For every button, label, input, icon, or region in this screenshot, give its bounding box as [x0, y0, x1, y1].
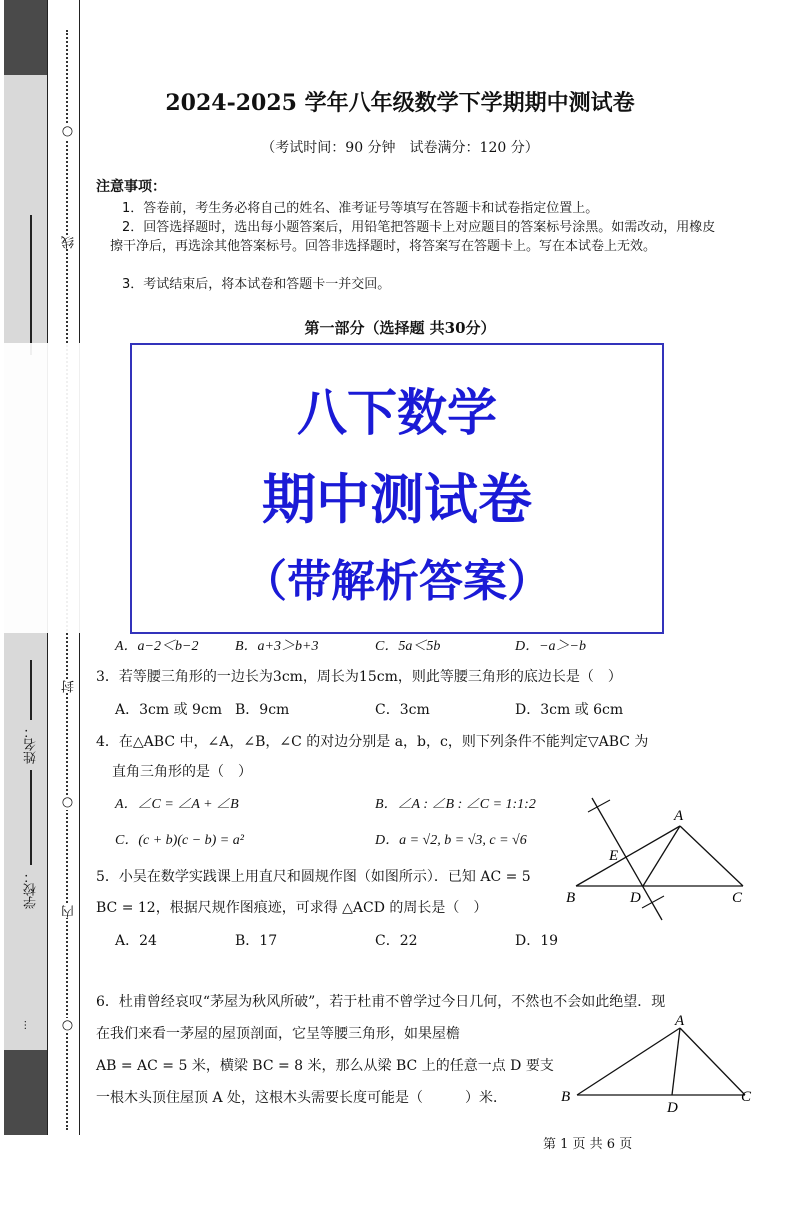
label-e: E [609, 848, 619, 864]
cover-banner [130, 343, 664, 634]
notice-item: 1．答卷前，考生务必将自己的姓名、准考证号等填写在答题卡和试卷指定位置上。 [122, 201, 599, 216]
q2-option-c: C．5a＜5b [375, 639, 441, 654]
q3-option-c: C．3cm [375, 702, 430, 718]
notice-item: 2．回答选择题时，选出每小题答案后，用铅笔把答题卡上对应题目的答案标号涂黑。如需改动，用橡皮擦干净后，再选涂其他答案标号。回答非选择题时，将答案写在答题卡上。写在本试卷上无效。 [110, 220, 716, 254]
q6-line: AB = AC = 5 米，横梁 BC = 8 米，那么从梁 BC 上的任意一点 D 要支 [96, 1058, 554, 1074]
label-c: C [741, 1089, 752, 1105]
q4-option-b: B．∠A : ∠B : ∠C = 1:1:2 [375, 797, 536, 812]
q6-line: 6．杜甫曾经哀叹“茅屋为秋风所破”，若于杜甫不曾学过今日几何，不然也不会如此绝望．现 [96, 994, 666, 1010]
margin-dark-bottom [4, 1050, 47, 1135]
q5-stem: 5．小吴在数学实践课上用直尺和圆规作图（如图所示）．已知 AC = 5 [96, 869, 531, 885]
label-b: B [566, 890, 576, 906]
q2-option-b: B．a+3＞b+3 [235, 639, 319, 654]
q5-option-b: B．17 [235, 933, 278, 949]
q3-option-b: B．9cm [235, 702, 290, 718]
name-label: 姓名： [24, 725, 39, 764]
q5-option-d: D．19 [515, 933, 559, 949]
label-c: C [732, 890, 743, 906]
q4-stem-2: 直角三角形的是（ ） [112, 764, 252, 780]
label-a: A [675, 1015, 685, 1029]
q4-option-c: C．(c + b)(c − b) = a² [115, 833, 244, 848]
q4-stem: 4．在△ABC 中，∠A，∠B，∠C 的对边分别是 a，b，c，则下列条件不能判定▽ABC 为 [96, 734, 649, 750]
exam-info: （考试时间：90 分钟 试卷满分：120 分） [261, 140, 539, 156]
name-blank-line [30, 660, 32, 720]
label-d: D [667, 1100, 678, 1115]
q5-stem-2: BC = 12，根据尺规作图痕迹，可求得 △ACD 的周长是（ ） [96, 900, 488, 916]
q5-option-c: C．22 [375, 933, 418, 949]
q3-stem: 3．若等腰三角形的一边长为3cm，周长为15cm，则此等腰三角形的底边长是（ ） [96, 669, 622, 685]
seal-char: 线 [62, 236, 77, 249]
q5-figure [560, 790, 780, 930]
label-a: A [674, 808, 684, 824]
school-label: 学校： [24, 870, 39, 909]
q3-option-a: A．3cm 或 9cm [115, 702, 223, 718]
q6-line: 一根木头顶住屋顶 A 处，这根木头需要长度可能是（ ）米． [96, 1090, 508, 1106]
circle-mark: ○ [60, 124, 75, 139]
q4-option-d: D．a = √2, b = √3, c = √6 [375, 833, 527, 848]
q5-option-a: A．24 [115, 933, 157, 949]
label-d: D [630, 890, 641, 906]
label-b: B [561, 1089, 571, 1105]
q2-option-d: D．−a＞−b [515, 639, 587, 654]
section-heading: 第一部分（选择题 共30分） [304, 319, 496, 337]
cover-title-3: （带解析答案） [243, 556, 551, 607]
notice-heading: 注意事项： [96, 179, 166, 195]
circle-mark: ○ [60, 1018, 75, 1033]
cover-title-2: 期中测试卷 [262, 468, 532, 531]
seal-char: 内 [62, 905, 77, 918]
school-blank-line [30, 770, 32, 865]
q6-figure [555, 1015, 765, 1115]
margin-ellipsis: … [18, 1020, 29, 1030]
page-title: 2024-2025 学年八年级数学下学期期中测试卷 [165, 90, 635, 116]
margin-dark-top [4, 0, 47, 75]
q4-option-a: A．∠C = ∠A + ∠B [115, 797, 239, 812]
q6-line: 在我们来看一茅屋的屋顶剖面，它呈等腰三角形，如果屋檐 [96, 1026, 460, 1042]
q3-option-d: D．3cm 或 6cm [515, 702, 624, 718]
q2-option-a: A．a−2＜b−2 [115, 639, 199, 654]
circle-mark: ○ [60, 795, 75, 810]
notice-item: 3．考试结束后，将本试卷和答题卡一并交回。 [122, 277, 391, 292]
seal-char: 封 [62, 680, 77, 693]
page-number: 第 1 页 共 6 页 [543, 1137, 633, 1152]
cover-title-1: 八下数学 [297, 384, 497, 442]
